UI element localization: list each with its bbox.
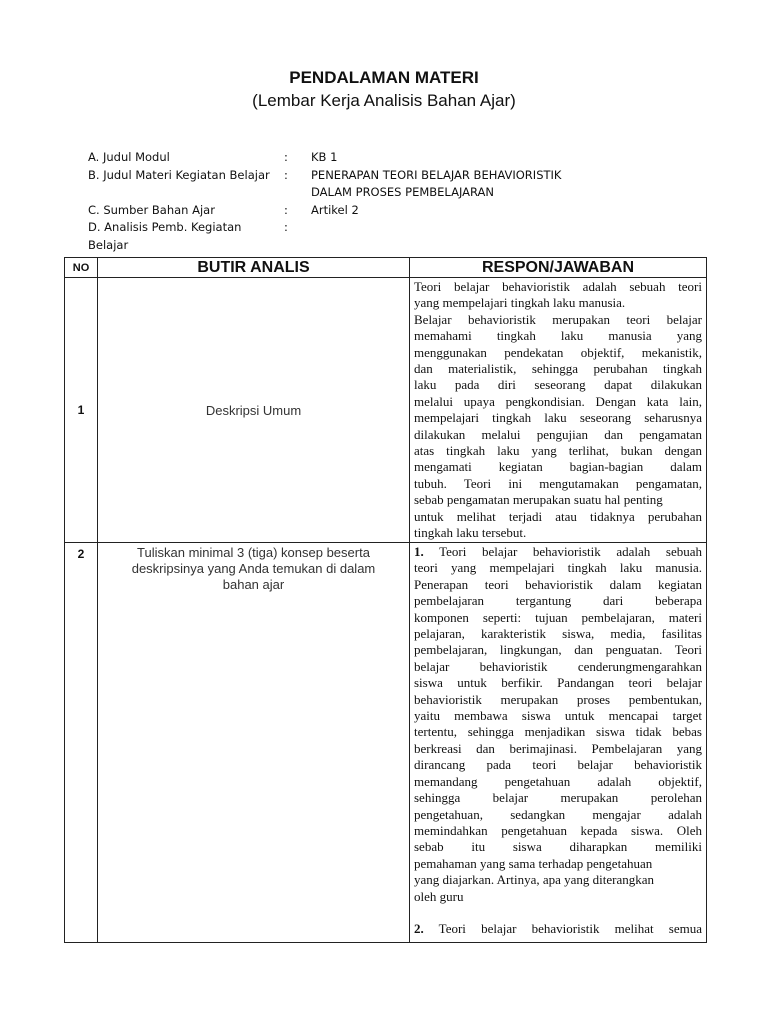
page-subtitle: (Lembar Kerja Analisis Bahan Ajar)	[252, 91, 516, 110]
meta-label: C. Sumber Bahan Ajar	[88, 202, 215, 217]
respon-line: pemahaman yang sama terhadap pengetahuan	[414, 855, 653, 871]
respon-line: siswa untuk berfikir. Pandangan teori belajar	[414, 675, 702, 691]
analysis-table	[64, 257, 707, 943]
meta-colon: :	[284, 150, 288, 164]
meta-value	[311, 167, 611, 202]
butir-line: bahan ajar	[222, 577, 285, 592]
butir-line: deskripsinya yang Anda temukan di dalam	[131, 561, 376, 576]
respon-line: yang mempelajari tingkah laku manusia.	[414, 295, 626, 311]
list-number: 2.	[414, 921, 424, 937]
respon-line: pembelajaran, lingkungan, dan penguatan. Teori	[414, 642, 702, 658]
respon-line: yaitu membawa siswa untuk mencapai target	[414, 708, 702, 724]
respon-line: pengetahuan, sedangkan mengajar adalah	[414, 806, 702, 822]
meta-label: D. Analisis Pemb. Kegiatan Belajar	[88, 220, 242, 252]
meta-label: A. Judul Modul	[88, 150, 170, 164]
respon-line: atas tingkah laku yang terlihat, bukan dengan	[414, 443, 702, 459]
meta-label: B. Judul Materi Kegiatan Belajar	[88, 167, 270, 182]
respon-line: untuk melihat terjadi atau tidaknya perubahan	[414, 508, 702, 524]
respon-line: memandang pengetahuan adalah objektif,	[414, 773, 702, 789]
meta-value: Artikel 2	[311, 202, 359, 217]
respon-line: tingkah laku tersebut.	[414, 525, 527, 541]
meta-value-line: PENERAPAN TEORI BELAJAR BEHAVIORISTIK	[311, 167, 562, 182]
respon-line: Penerapan teori behavioristik dalam kegiatan	[414, 576, 702, 592]
meta-row-sumber	[88, 202, 611, 220]
respon-line: dirancang pada teori belajar behavioristik	[414, 757, 702, 773]
respon-line	[414, 921, 702, 937]
respon-line: oleh guru	[414, 888, 464, 904]
respon-line: menggunakan pendekatan objektif, mekanistik,	[414, 344, 702, 360]
table-header-row	[65, 258, 707, 278]
header-butir: BUTIR ANALIS	[98, 258, 410, 278]
meta-row-analisis	[88, 219, 611, 254]
respon-line: behavioristik merupakan proses pembentukan,	[414, 691, 702, 707]
meta-value-line: DALAM PROSES PEMBELAJARAN	[311, 185, 495, 199]
respon-line: Teori belajar behavioristik adalah sebuah teori	[414, 279, 702, 294]
respon-line: komponen seperti: tujuan pembelajaran, materi	[414, 609, 702, 625]
meta-value	[311, 219, 611, 254]
respon-line: pembelajaran tergantung dari beberapa	[414, 593, 702, 609]
respon-line: sehingga belajar merupakan perolehan	[414, 790, 702, 806]
respon-line: tertentu, sehingga menjadikan siswa tidak bebas	[414, 724, 702, 740]
butir-cell	[98, 543, 410, 943]
meta-value: KB 1	[311, 150, 338, 164]
respon-line: teori yang mempelajari tingkah laku manusia.	[414, 560, 702, 576]
respon-line: tubuh. Teori ini mengutamakan pengamatan,	[414, 475, 702, 491]
respon-line: berkreasi dan berimajinasi. Pembelajaran yang	[414, 740, 702, 756]
respon-text: Teori belajar behavioristik adalah sebuah	[423, 544, 702, 559]
respon-line: pelajaran, karakteristik siswa, media, fasilitas	[414, 626, 702, 642]
butir-cell: Deskripsi Umum	[98, 278, 410, 543]
respon-line: melalui upaya pengkondisian. Dengan kata lain,	[414, 393, 702, 409]
module-info	[88, 149, 611, 254]
respon-line: yang diajarkan. Artinya, apa yang diterangkan	[414, 872, 655, 888]
respon-line: sebab itu siswa diharapkan memiliki	[414, 839, 702, 855]
respon-line: memindahkan pengetahuan kepada siswa. Oleh	[414, 822, 702, 838]
respon-line: dan materialistik, sehingga perubahan tingkah	[414, 361, 702, 377]
meta-colon: :	[284, 202, 288, 217]
meta-colon: :	[284, 220, 288, 234]
row-number: 2	[65, 543, 98, 943]
page-title: PENDALAMAN MATERI	[289, 68, 479, 87]
respon-line: Belajar behavioristik merupakan teori belajar	[414, 311, 702, 327]
respon-spacer	[414, 905, 702, 921]
respon-line: sebab pengamatan merupakan suatu hal penting	[414, 492, 663, 508]
respon-line: mengamati kegiatan bagian-bagian dalam	[414, 459, 702, 475]
butir-line: Tuliskan minimal 3 (tiga) konsep beserta	[137, 545, 370, 560]
respon-line	[414, 544, 702, 560]
header-no: NO	[65, 258, 98, 278]
table-row	[65, 278, 707, 543]
respon-cell	[410, 543, 707, 943]
respon-line: belajar behavioristik cenderungmengarahkan	[414, 658, 702, 674]
respon-line: laku pada diri seseorang dapat dilakukan	[414, 377, 702, 393]
header-respon: RESPON/JAWABAN	[410, 258, 707, 278]
table-row	[65, 543, 707, 943]
meta-colon: :	[284, 167, 288, 182]
respon-line: dilakukan melalui pengujian dan pengamatan	[414, 426, 702, 442]
meta-row-judul-modul	[88, 149, 611, 167]
respon-text: Teori belajar behavioristik melihat semua	[423, 921, 702, 937]
meta-row-judul-materi	[88, 167, 611, 202]
row-number: 1	[65, 278, 98, 543]
respon-line: memahami tingkah laku manusia yang	[414, 328, 702, 344]
list-number: 1.	[414, 544, 424, 559]
respon-line: mempelajari tingkah laku seseorang seharusnya	[414, 410, 702, 426]
respon-cell	[410, 278, 707, 543]
